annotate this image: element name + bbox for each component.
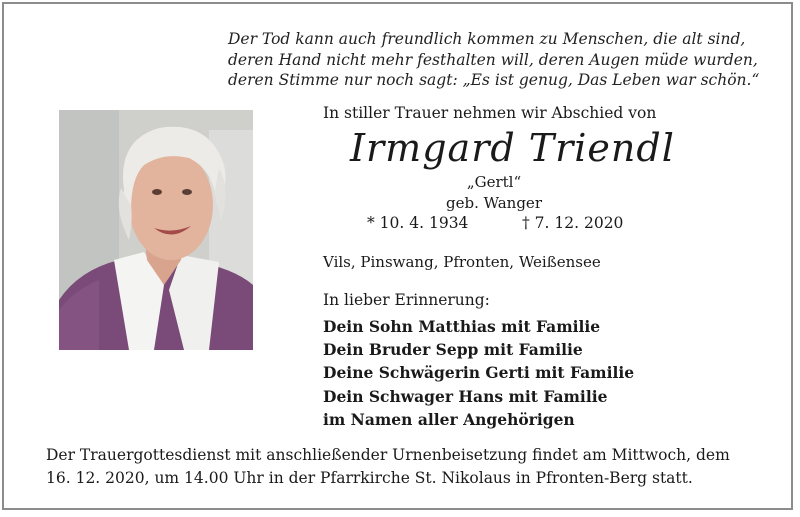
deceased-born-name: geb. Wanger: [446, 194, 542, 212]
family-member: Dein Sohn Matthias mit Familie: [323, 317, 601, 336]
family-member: Dein Bruder Sepp mit Familie: [323, 340, 583, 360]
funeral-info: [46, 444, 776, 490]
funeral-line: Der Trauergottesdienst mit anschließender Urnenbeisetzung findet am Mittwoch, dem: [46, 446, 730, 464]
portrait-photo: [59, 110, 253, 350]
places: Vils, Pinswang, Pfronten, Weißensee: [323, 253, 601, 271]
poem-line: deren Hand nicht mehr festhalten will, deren Augen müde wurden,: [228, 50, 758, 69]
family-list: [323, 315, 634, 431]
family-member: im Namen aller Angehörigen: [323, 409, 575, 429]
death-date: † 7. 12. 2020: [522, 214, 624, 232]
intro-text: In stiller Trauer nehmen wir Abschied von: [323, 104, 657, 122]
poem-line: Der Tod kann auch freundlich kommen zu Menschen, die alt sind,: [228, 30, 746, 48]
deceased-name: Irmgard Triendl: [350, 126, 675, 170]
poem: [228, 29, 788, 91]
family-member: Deine Schwägerin Gerti mit Familie: [323, 363, 635, 383]
family-member: Dein Schwager Hans mit Familie: [323, 386, 608, 406]
deceased-nickname: „Gertl“: [466, 173, 522, 191]
poem-line: deren Stimme nur noch sagt: „Es ist genug, Das Leben war schön.“: [228, 71, 760, 89]
birth-date: * 10. 4. 1934: [367, 214, 469, 232]
memory-label: In lieber Erinnerung:: [323, 291, 490, 309]
funeral-line: 16. 12. 2020, um 14.00 Uhr in der Pfarrkirche St. Nikolaus in Pfronten-Berg statt.: [46, 469, 693, 487]
portrait-illustration: [59, 110, 253, 350]
